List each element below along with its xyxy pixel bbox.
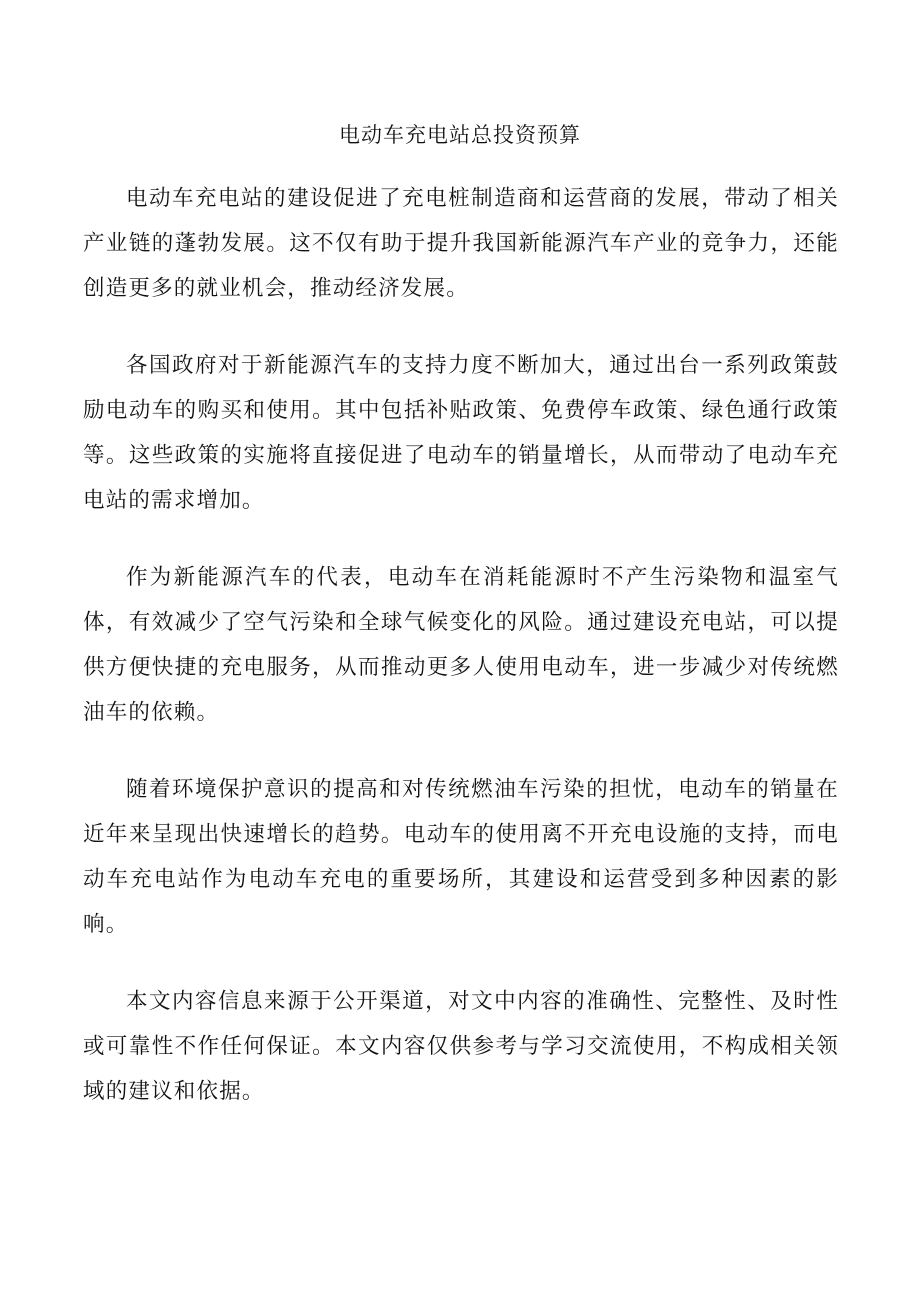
paragraph-industry-chain: 电动车充电站的建设促进了充电桩制造商和运营商的发展，带动了相关产业链的蓬勃发展。这不仅有助于提升我国新能源汽车产业的竞争力，还能创造更多的就业机会，推动经济发展。 — [83, 186, 839, 301]
document-title: 电动车充电站总投资预算 — [339, 123, 581, 147]
document-body — [83, 176, 839, 1146]
paragraph-government-policy: 各国政府对于新能源汽车的支持力度不断加大，通过出台一系列政策鼓励电动车的购买和使用。其中包括补贴政策、免费停车政策、绿色通行政策等。这些政策的实施将直接促进了电动车的销量增长，从而带动了电动车充电站的需求增加。 — [83, 353, 839, 513]
paragraph-environment: 作为新能源汽车的代表，电动车在消耗能源时不产生污染物和温室气体，有效减少了空气污染和全球气候变化的风险。通过建设充电站，可以提供方便快捷的充电服务，从而推动更多人使用电动车，进一步减少对传统燃油车的依赖。 — [83, 565, 839, 725]
paragraph-sales-growth: 随着环境保护意识的提高和对传统燃油车污染的担忧，电动车的销量在近年来呈现出快速增长的趋势。电动车的使用离不开充电设施的支持，而电动车充电站作为电动车充电的重要场所，其建设和运营受到多种因素的影响。 — [83, 777, 839, 937]
paragraph-disclaimer: 本文内容信息来源于公开渠道，对文中内容的准确性、完整性、及时性或可靠性不作任何保证。本文内容仅供参考与学习交流使用，不构成相关领域的建议和依据。 — [83, 989, 839, 1104]
